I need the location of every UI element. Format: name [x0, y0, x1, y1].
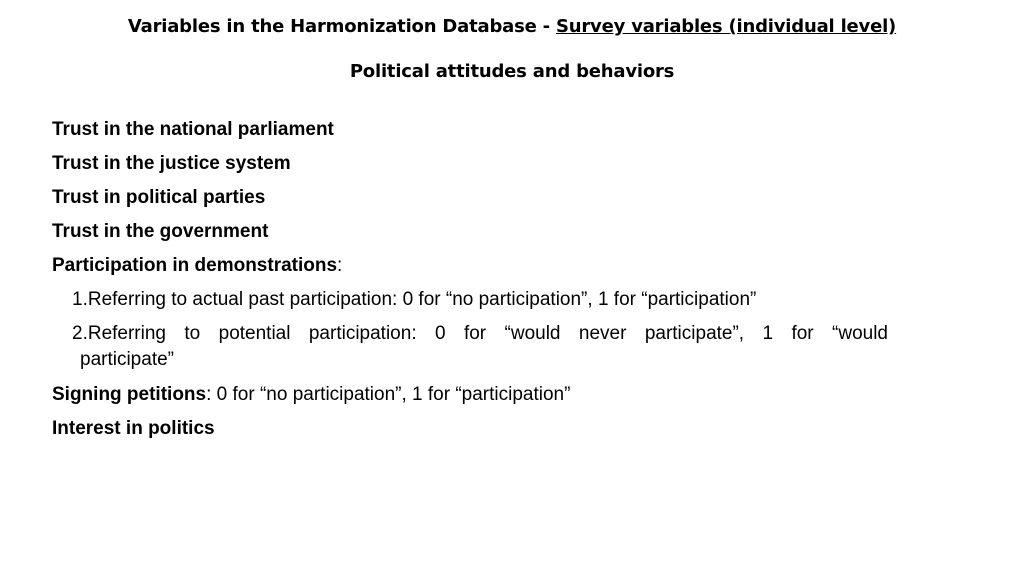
petitions-description: : 0 for “no participation”, 1 for “participation” [206, 384, 571, 405]
item-trust-government: Trust in the government [52, 221, 269, 242]
item-demonstrations [52, 254, 342, 278]
demonstrations-label: Participation in demonstrations [52, 255, 338, 276]
item-interest-politics: Interest in politics [52, 418, 215, 439]
item-trust-parties: Trust in political parties [52, 187, 266, 208]
title-prefix: Variables in the Harmonization Database - [127, 16, 556, 37]
demonstrations-colon: : [337, 255, 343, 276]
demonstrations-sub-item-1: 1.Referring to actual past participation: 0 for “no participation”, 1 for “participation” [72, 289, 757, 310]
slide-title [0, 14, 1024, 40]
demonstrations-sub-item-2-line-2: participate” [80, 349, 174, 370]
item-trust-parliament: Trust in the national parliament [52, 119, 334, 140]
slide-subtitle: Political attitudes and behaviors [349, 61, 675, 82]
petitions-label: Signing petitions [52, 384, 207, 405]
item-petitions [52, 383, 570, 407]
item-trust-justice: Trust in the justice system [52, 153, 291, 174]
title-link-survey-variables[interactable]: Survey variables (individual level) [556, 16, 897, 37]
demonstrations-sub-item-2-line-1: 2.Referring to potential participation: 0 for “would never participate”, 1 for “would [72, 323, 888, 344]
